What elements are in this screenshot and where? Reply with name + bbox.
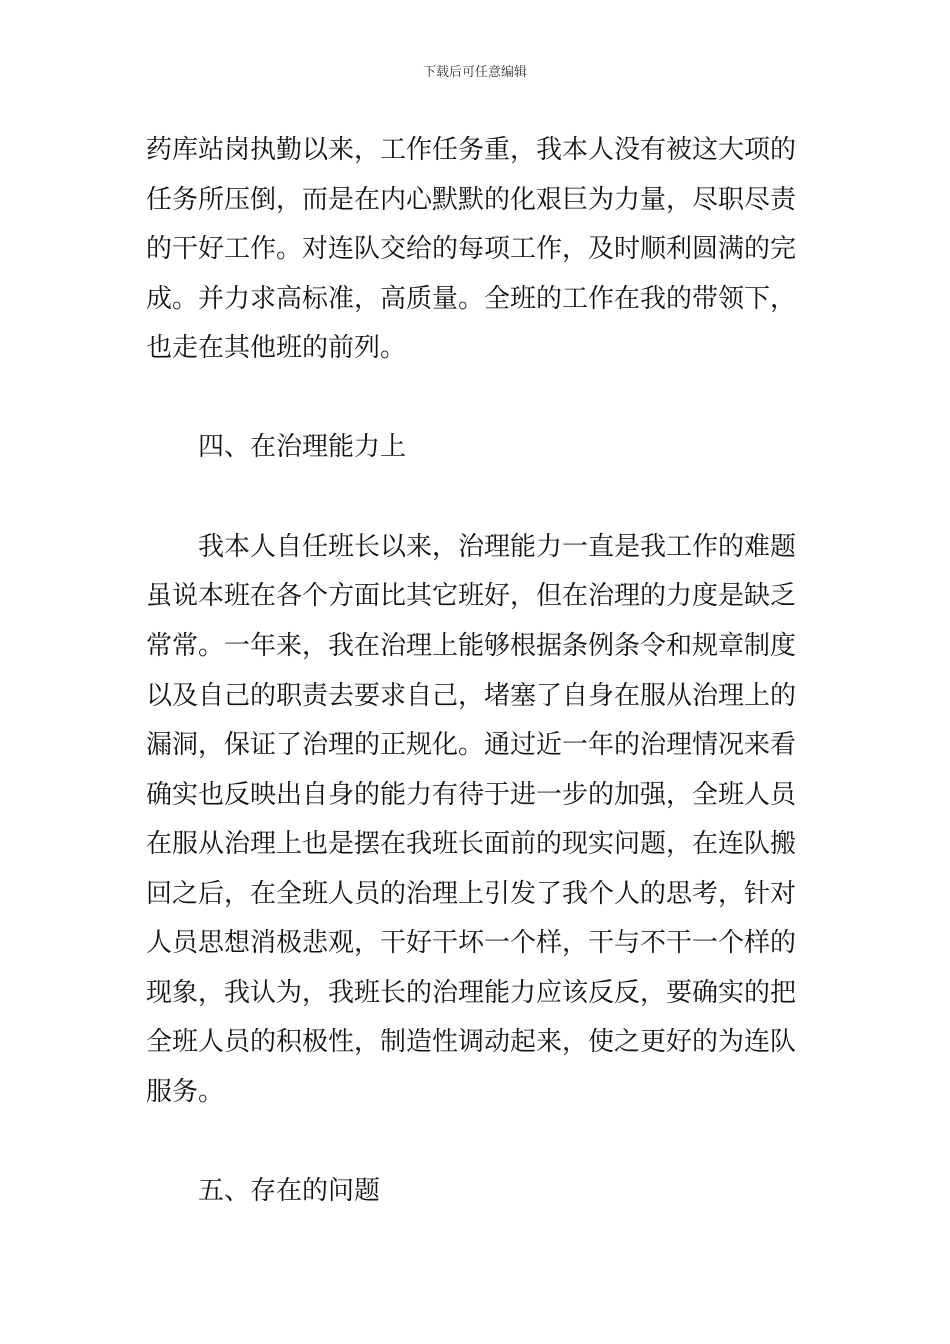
paragraph-line: 也走在其他班的前列。 <box>146 333 407 363</box>
paragraph-line: 我本人自任班长以来，治理能力一直是我工作的难题 <box>198 532 797 562</box>
paragraph-line: 药库站岗执勤以来，工作任务重，我本人没有被这大项的 <box>146 135 797 165</box>
paragraph-line: 的干好工作。对连队交给的每项工作，及时顺利圆满的完 <box>146 234 797 264</box>
paragraph-line: 回之后，在全班人员的治理上引发了我个人的思考，针对 <box>146 879 797 909</box>
paragraph-line: 服务。 <box>146 1077 225 1107</box>
section-heading-4: 四、在治理能力上 <box>198 432 407 462</box>
paragraph-line: 全班人员的积极性，制造性调动起来，使之更好的为连队 <box>146 1027 797 1057</box>
paragraph-line: 人员思想消极悲观，干好干坏一个样，干与不干一个样的 <box>146 928 797 958</box>
paragraph-line: 任务所压倒，而是在内心默默的化艰巨为力量，尽职尽责 <box>146 185 797 215</box>
paragraph-line: 虽说本班在各个方面比其它班好，但在治理的力度是缺乏 <box>146 581 797 611</box>
paragraph-line: 现象，我认为，我班长的治理能力应该反反，要确实的把 <box>146 978 797 1008</box>
paragraph-line: 以及自己的职责去要求自己，堵塞了自身在服从治理上的 <box>146 681 797 711</box>
page-header: 下载后可任意编辑 <box>422 65 527 80</box>
paragraph-line: 成。并力求高标准，高质量。全班的工作在我的带领下， <box>146 284 797 314</box>
section-heading-5: 五、存在的问题 <box>198 1176 381 1206</box>
paragraph-line: 确实也反映出自身的能力有待于进一步的加强，全班人员 <box>146 780 797 810</box>
paragraph-line: 在服从治理上也是摆在我班长面前的现实问题，在连队搬 <box>146 829 797 859</box>
paragraph-line: 漏洞，保证了治理的正规化。通过近一年的治理情况来看 <box>146 730 797 760</box>
paragraph-line: 常常。一年来，我在治理上能够根据条例条令和规章制度 <box>146 631 797 661</box>
